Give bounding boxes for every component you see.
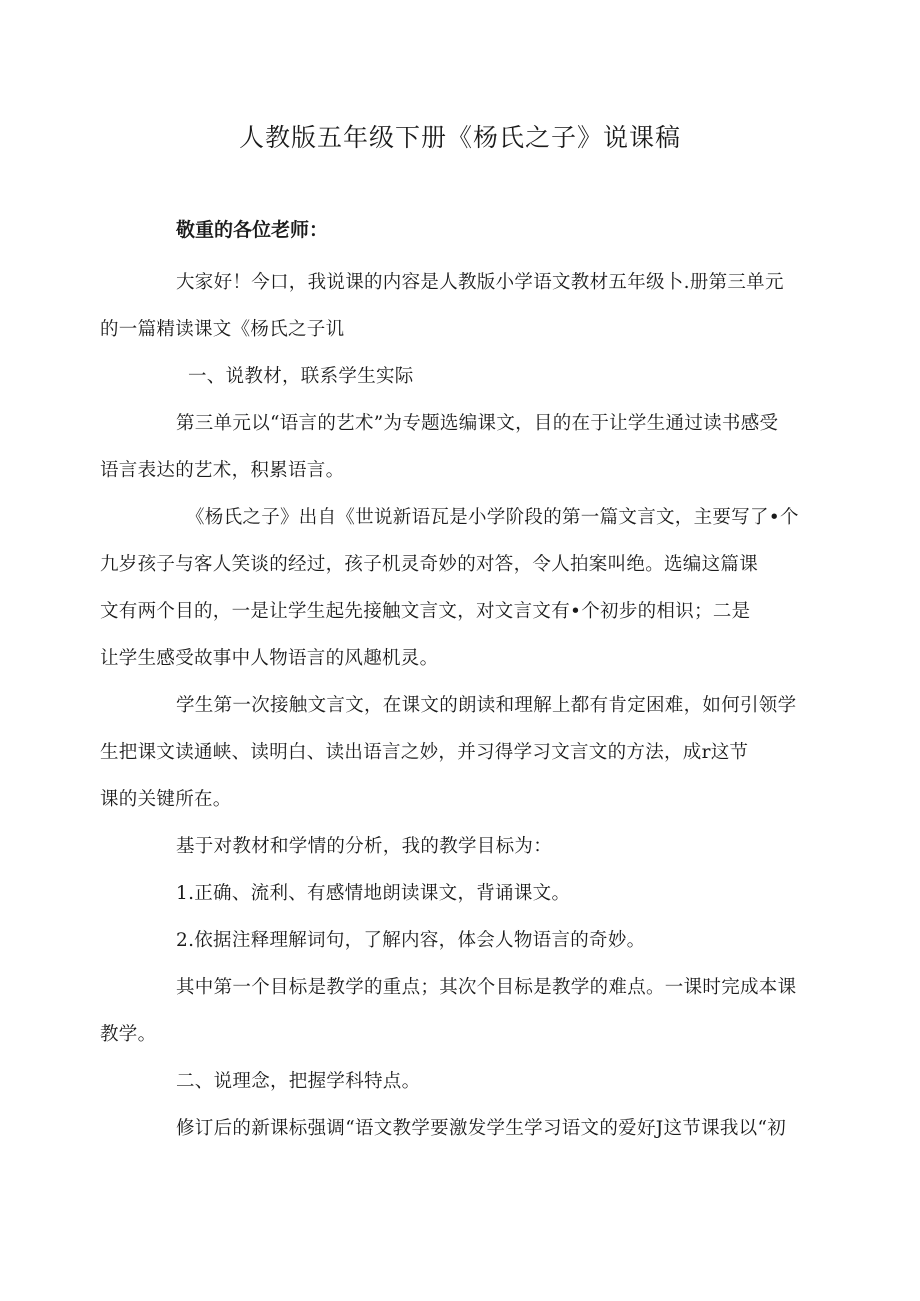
paragraph-line: 文有两个目的，一是让学生起先接触文言文，对文言文有•个初步的相识；二是 (100, 601, 751, 622)
paragraph-curriculum-standard (138, 1105, 786, 1152)
paragraph-line: 语言表达的艺术，积累语言。 (100, 460, 345, 481)
paragraph-line: 基于对教材和学情的分析，我的教学目标为： (176, 836, 553, 857)
paragraph-line: 生把课文读通峡、读明白、读出语言之妙，并习得学习文言文的方法，成r这节 (100, 742, 749, 763)
paragraph-line: 九岁孩子与客人笑谈的经过，孩子机灵奇妙的对答，令人拍案叫绝。选编这篇课 (100, 554, 759, 575)
objective-item-1 (138, 870, 786, 917)
paragraph-line: 《杨氏之子》出自《世说新语瓦是小学阶段的第一篇文言文，主要写了•个 (186, 507, 799, 528)
paragraph-line: 修订后的新课标强调“语文教学要激发学生学习语文的爱好J这节课我以“初 (176, 1118, 787, 1139)
paragraph-line: 学生第一次接触文言文，在课文的朗读和理解上都有肯定困难，如何引领学 (176, 695, 797, 716)
section-heading-philosophy (138, 1058, 786, 1105)
paragraph-line: 第三单元以“语言的艺术”为专题选编课文，目的在于让学生通过读书感受 (176, 413, 779, 434)
paragraph-line: 的一篇精读课文《杨氏之子讥 (100, 319, 345, 340)
paragraph-intro (100, 259, 786, 353)
salutation: 敬重的各位老师： (176, 219, 329, 241)
paragraph-line: 大家好！今口，我说课的内容是人教版小学语文教材五年级卜.册第三单元 (176, 272, 784, 293)
section-heading-textbook (188, 353, 836, 400)
objective-item-2 (138, 917, 786, 964)
paragraph-line: 二、说理念，把握学科特点。 (176, 1071, 421, 1092)
paragraph-line: 课的关键所在。 (100, 789, 232, 810)
paragraph-line: 教学。 (100, 1024, 157, 1045)
paragraph-learning-difficulty (100, 682, 797, 823)
paragraph-key-points (100, 964, 797, 1058)
paragraph-unit-theme (100, 400, 786, 494)
paragraph-line: 其中第一个目标是教学的重点；其次个目标是教学的难点。一课时完成本课 (176, 977, 797, 998)
paragraph-line: 让学生感受故事中人物语言的风趣机灵。 (100, 648, 439, 669)
paragraph-objectives-intro (138, 823, 786, 870)
paragraph-line: 2.依据注释理解词句，了解内容，体会人物语言的奇妙。 (176, 930, 646, 951)
paragraph-line: 1.正确、流利、有感情地朗读课文，背诵课文。 (176, 883, 571, 904)
paragraph-line: 一、说教材，联系学生实际 (188, 366, 414, 387)
paragraph-text-origin (100, 494, 799, 682)
document-title: 人教版五年级下册《杨氏之子》说课稿 (238, 123, 681, 152)
